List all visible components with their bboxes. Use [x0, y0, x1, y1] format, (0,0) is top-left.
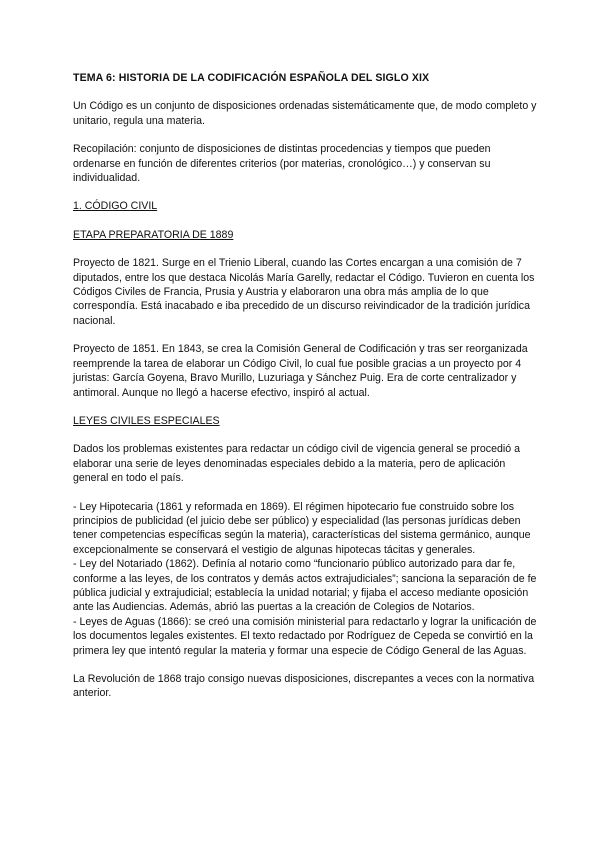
paragraph-proyecto-1821: Proyecto de 1821. Surge en el Trienio Liberal, cuando las Cortes encargan a una comisión de 7 diputados, entre los que destaca Nicolás María Garelly, redactar el Código. Tuvieron en cuenta los Códigos Civiles de Francia, Prusia y Austria y elaboraron una obra más amplia de lo que correspondía. Está inacabado e iba precedido de un discurso reivindicador de la tradición jurídica nacional.: [73, 257, 535, 327]
leyes-list: [73, 500, 540, 658]
list-item-ley-notariado: - Ley del Notariado (1862). Definía al notario como “funcionario público autorizado para dar fe, conforme a las leyes, de los contratos y demás actos extrajudiciales”; sanciona la separación de fe pública judicial y extrajudicial; establecía la unidad notarial; y fijaba el acceso mediante oposición ante las Audiencias. Además, abrió las puertas a la creación de Colegios de Notarios.: [73, 558, 537, 614]
subsection-heading-leyes-civiles: LEYES CIVILES ESPECIALES: [73, 414, 220, 427]
page-title: TEMA 6: HISTORIA DE LA CODIFICACIÓN ESPAÑOLA DEL SIGLO XIX: [73, 72, 430, 84]
paragraph-revolucion-1868: La Revolución de 1868 trajo consigo nuevas disposiciones, discrepantes a veces con la normativa anterior.: [73, 673, 535, 700]
paragraph-recopilacion-definition: Recopilación: conjunto de disposiciones de distintas procedencias y tiempos que pueden ordenarse en función de diferentes criterios (por materias, cronológico…) y conservan su individualidad.: [73, 143, 491, 185]
list-item-leyes-aguas: - Leyes de Aguas (1866): se creó una comisión ministerial para redactarlo y lograr la unificación de los documentos legales existentes. El texto redactado por Rodríguez de Cepeda se convirtió en la primera ley que intentó regular la materia y formar una especie de Código General de las Aguas.: [73, 615, 537, 657]
section-heading-codigo-civil: 1. CÓDIGO CIVIL: [73, 200, 158, 213]
paragraph-proyecto-1851: Proyecto de 1851. En 1843, se crea la Comisión General de Codificación y tras ser reorganizada reemprende la tarea de elaborar un Código Civil, lo cual fue posible gracias a un proyecto por 4 juristas: García Goyena, Bravo Murillo, Luzuriaga y Sánchez Puig. Era de corte centralizador y antimoral. Aunque no llegó a hacerse efectivo, inspiró al actual.: [73, 343, 528, 399]
list-item-ley-hipotecaria: - Ley Hipotecaria (1861 y reformada en 1869). El régimen hipotecario fue construido sobre los principios de publicidad (el juicio debe ser público) y especialidad (las personas jurídicas deben tener competencias específicas según la materia), características del sistema germánico, aunque excepcionalmente se conservará el vestigio de algunas hipotecas tácitas y generales.: [73, 500, 531, 556]
subsection-heading-etapa-preparatoria: ETAPA PREPARATORIA DE 1889: [73, 228, 234, 241]
paragraph-codigo-definition: Un Código es un conjunto de disposiciones ordenadas sistemáticamente que, de modo completo y unitario, regula una materia.: [73, 100, 537, 127]
paragraph-leyes-intro: Dados los problemas existentes para redactar un código civil de vigencia general se procedió a elaborar una serie de leyes denominadas especiales debido a la materia, pero de aplicación general en todo el país.: [73, 443, 520, 485]
